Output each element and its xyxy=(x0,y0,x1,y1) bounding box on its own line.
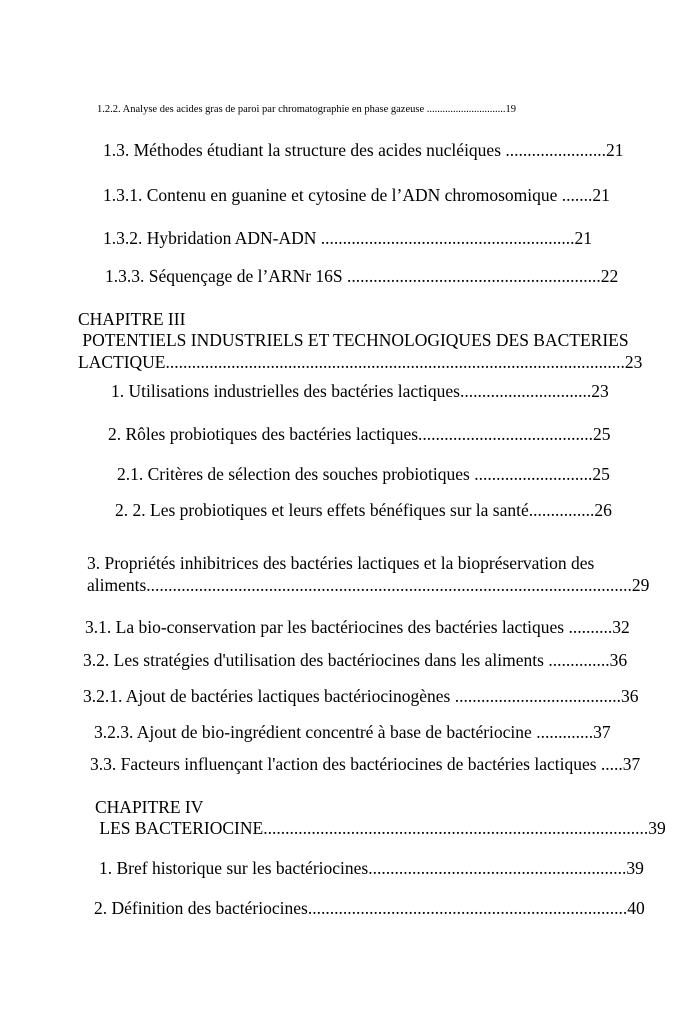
chapter-3-label: CHAPITRE III xyxy=(78,309,186,329)
toc-entry-4-1: 1. Bref historique sur les bactériocines...........................................................39 xyxy=(99,858,644,878)
toc-entry-3-2: 2. Rôles probiotiques des bactéries lactiques........................................25 xyxy=(108,424,611,444)
toc-entry-3-3-2: 3.2. Les stratégies d'utilisation des bactériocines dans les aliments ..............36 xyxy=(83,650,628,670)
toc-entry-3-3-2-3: 3.2.3. Ajout de bio-ingrédient concentré à base de bactériocine .............37 xyxy=(94,722,611,742)
toc-entry-3-1: 1. Utilisations industrielles des bactéries lactiques..............................23 xyxy=(111,381,609,401)
toc-entry-1-3-1: 1.3.1. Contenu en guanine et cytosine de l’ADN chromosomique .......21 xyxy=(103,185,610,205)
toc-entry-3-2-1: 2.1. Critères de sélection des souches probiotiques ...........................25 xyxy=(117,464,610,484)
toc-entry-3-3-3: 3.3. Facteurs influençant l'action des bactériocines de bactéries lactiques .....37 xyxy=(90,754,641,774)
toc-entry-4-2: 2. Définition des bactériocines.........................................................................40 xyxy=(94,898,645,918)
toc-entry-1-3-3: 1.3.3. Séquençage de l’ARNr 16S ..........................................................22 xyxy=(105,266,619,286)
toc-entry-3-2-2: 2. 2. Les probiotiques et leurs effets bénéfiques sur la santé...............26 xyxy=(115,500,612,520)
chapter-3-title: POTENTIELS INDUSTRIELS ET TECHNOLOGIQUES DES BACTERIES xyxy=(78,330,629,350)
chapter-4-label: CHAPITRE IV xyxy=(95,797,204,817)
toc-entry-3-3-1: 3.1. La bio-conservation par les bactériocines des bactéries lactiques ..........32 xyxy=(85,617,630,637)
toc-entry-1-3-2: 1.3.2. Hybridation ADN-ADN ..........................................................21 xyxy=(103,228,593,248)
toc-entry-3-3: 3. Propriétés inhibitrices des bactéries lactiques et la biopréservation des xyxy=(87,553,595,573)
chapter-3-title-continued: LACTIQUE.........................................................................................................23 xyxy=(78,352,643,372)
toc-entry-1-3: 1.3. Méthodes étudiant la structure des acides nucléiques .......................21 xyxy=(103,140,624,160)
toc-entry-3-3-2-1: 3.2.1. Ajout de bactéries lactiques bactériocinogènes ......................................36 xyxy=(83,686,639,706)
chapter-4-title: LES BACTERIOCINE........................................................................................39 xyxy=(95,818,666,838)
toc-entry-1-2-2: 1.2.2. Analyse des acides gras de paroi par chromatographie en phase gazeuse ..............................19 xyxy=(97,104,517,115)
toc-entry-3-3-continued: aliments...............................................................................................................29 xyxy=(87,575,650,595)
